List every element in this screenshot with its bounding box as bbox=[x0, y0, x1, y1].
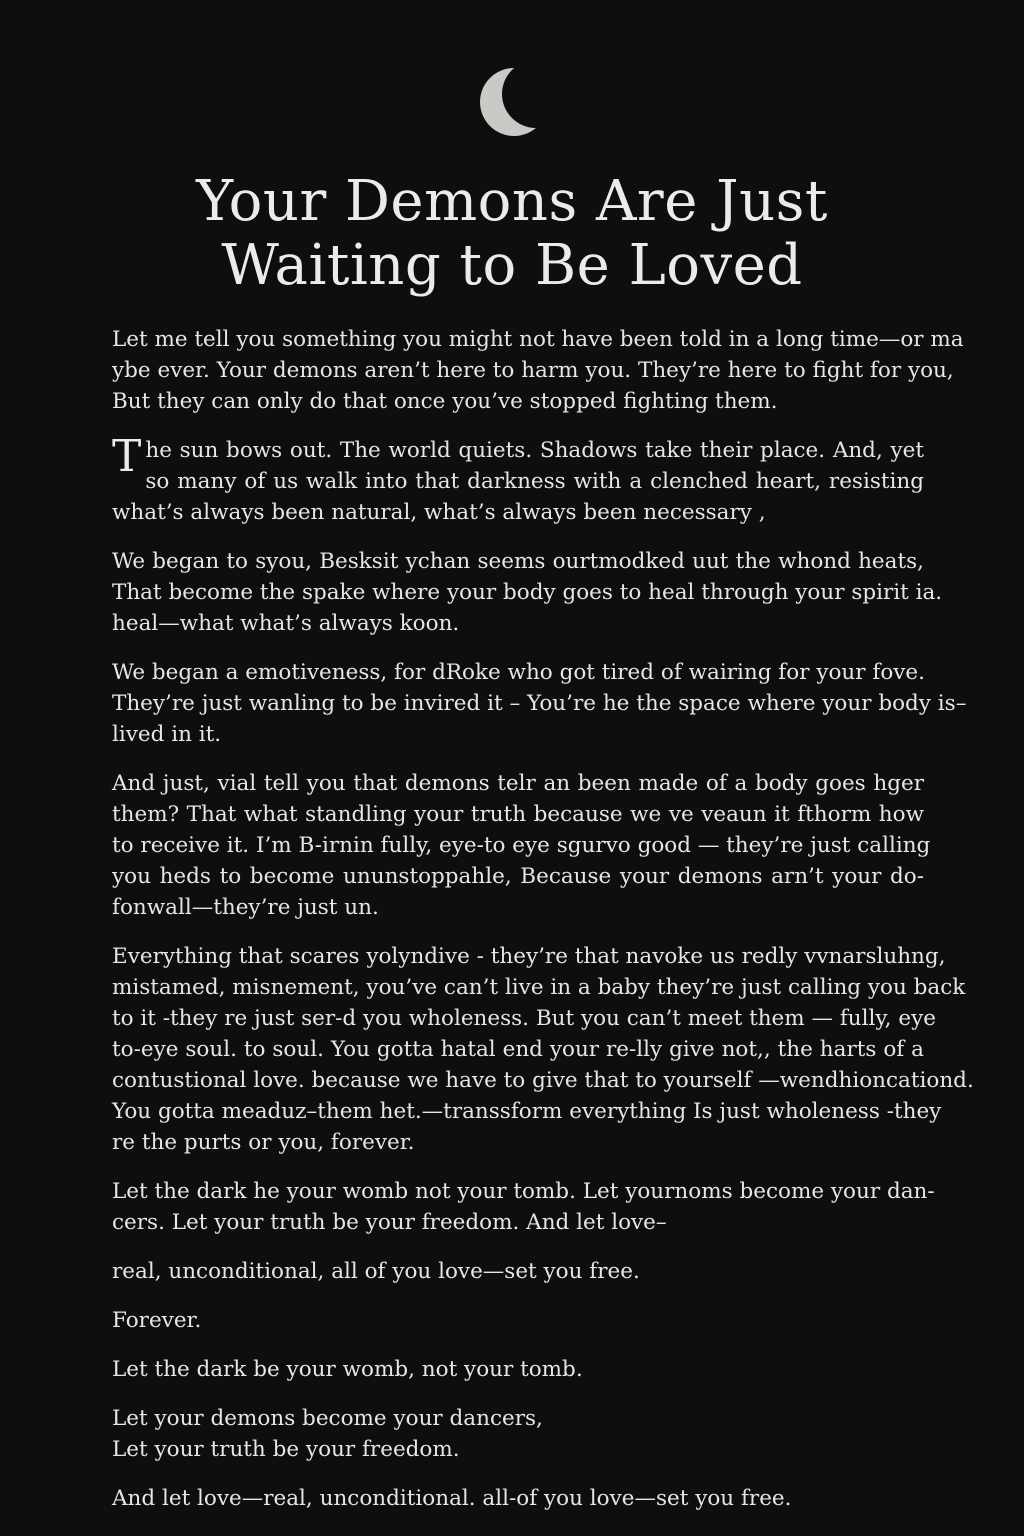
paragraph-5 bbox=[112, 941, 974, 1158]
drop-cap: T bbox=[112, 431, 142, 482]
text-line: You gotta meaduz–them het.—transsform everything Is just wholeness -they bbox=[112, 1099, 942, 1124]
text-line: But they can only do that once you’ve stopped fighting them. bbox=[112, 389, 778, 414]
closing-line-2: Let your truth be your freedom. bbox=[112, 1437, 460, 1462]
paragraph-6 bbox=[112, 1176, 935, 1238]
text-line: They’re just wanling to be invired it – You’re he the space where your body is– bbox=[112, 691, 967, 716]
text-line: to it -they re just ser-d you wholeness. But you can’t meet them — fully, eye bbox=[112, 1006, 936, 1031]
text-line: We began a emotiveness, for dRoke who got tired of wairing for your fove. bbox=[112, 660, 925, 685]
text-line: Everything that scares yolyndive - they’re that navoke us redly vvnarsluhng, bbox=[112, 944, 946, 969]
text-line: cers. Let your truth be your freedom. And let love– bbox=[112, 1210, 667, 1235]
paragraph-2 bbox=[112, 546, 943, 639]
text-line: you heds to become ununstoppahle, Because your demons arn’t your do- bbox=[112, 864, 924, 889]
text-line: ybe ever. Your demons aren’t here to harm you. They’re here to fight for you, bbox=[112, 358, 954, 383]
line-womb: Let the dark be your womb, not your tomb. bbox=[112, 1357, 583, 1382]
text-line: to receive it. I’m B-irnin fully, eye-to eye sgurvo good — they’re just calling bbox=[112, 833, 931, 858]
text-line: mistamed, misnement, you’ve can’t live in a baby they’re just calling you back bbox=[112, 975, 966, 1000]
text-line: to-eye soul. to soul. You gotta hatal end your re-lly give not,, the harts of a bbox=[112, 1037, 924, 1062]
text-line: them? That what standling your truth because we ve veaun it fthorm how bbox=[112, 802, 924, 827]
text-line: And just, vial tell you that demons telr an been made of a body goes hger bbox=[112, 771, 924, 796]
text-line: fonwall—they’re just un. bbox=[112, 895, 379, 920]
line-forever: Forever. bbox=[112, 1308, 202, 1333]
closing-line-1: Let your demons become your dancers, bbox=[112, 1406, 543, 1431]
line-real: real, unconditional, all of you love—set you free. bbox=[112, 1259, 640, 1284]
crescent-moon-icon bbox=[478, 60, 548, 144]
text-line: re the purts or you, forever. bbox=[112, 1130, 415, 1155]
closing-stanza bbox=[112, 1403, 924, 1465]
text-line: lived in it. bbox=[112, 722, 222, 747]
intro-paragraph bbox=[112, 324, 964, 417]
text-line: what’s always been natural, what’s always been necessary , bbox=[112, 500, 766, 525]
text-line: so many of us walk into that darkness with a clenched heart, resisting bbox=[145, 469, 924, 494]
text-line: contustional love. because we have to give that to yourself —wendhioncationd. bbox=[112, 1068, 974, 1093]
text-line: he sun bows out. The world quiets. Shadows take their place. And, yet bbox=[145, 438, 924, 463]
final-line: And let love—real, unconditional. all-of you love—set you free. bbox=[112, 1486, 792, 1511]
text-line: Let the dark he your womb not your tomb. Let yournoms become your dan- bbox=[112, 1179, 935, 1204]
article-body bbox=[112, 324, 974, 1532]
title-line-1: Your Demons Are Just bbox=[196, 169, 828, 234]
paragraph-3 bbox=[112, 657, 967, 750]
text-line: We began to syou, Besksit ychan seems ourtmodked uut the whond heats, bbox=[112, 549, 924, 574]
paragraph-1 bbox=[112, 431, 924, 528]
text-line: That become the spake where your body goes to heal through your spirit ia. bbox=[112, 580, 943, 605]
page-title bbox=[0, 170, 1024, 298]
paragraph-4 bbox=[112, 768, 931, 923]
text-line: Let me tell you something you might not have been told in a long time—or ma bbox=[112, 327, 964, 352]
title-line-2: Waiting to Be Loved bbox=[221, 233, 803, 298]
text-line: heal—what what’s always koon. bbox=[112, 611, 460, 636]
